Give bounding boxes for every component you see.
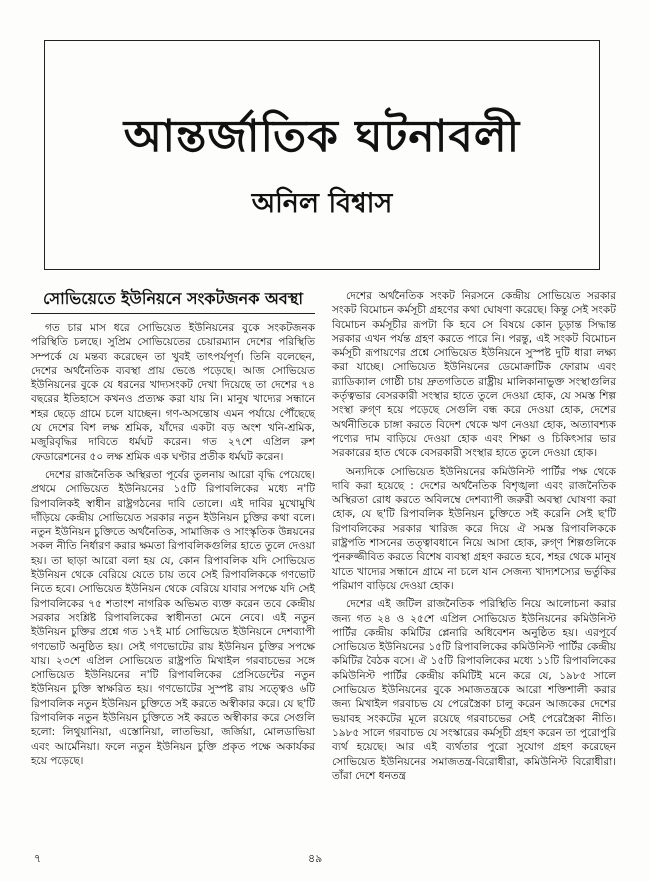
left-column: [31, 289, 315, 772]
paragraph: দেশের এই জটিল রাজনৈতিক পরিস্থিতি নিয়ে আলোচনা করার জন্য গত ২৪ ও ২৫শে এপ্রিল সোভিয়েত ইউনিয়নের কমিউনিস্ট পার্টির কেন্দ্রীয় কমিটির প্লেনারি অধিবেশন অনুষ্ঠিত হয়। এরপূর্বে সোভিয়েত ইউনিয়নের ১৫টি রিপাবলিকের কমিউনিস্ট পার্টির কেন্দ্রীয় কমিটির বৈঠক বসে। ঐ ১৫টি রিপাবলিকের মধ্যে ১১টি রিপাবলিকের কমিউনিস্ট পার্টির কেন্দ্রীয় কমিটিই মনে করে যে, ১৯৮৫ সালে সোভিয়েত ইউনিয়নের বুকে সমাজতন্ত্রকে আরো শক্তিশালী করার জন্য মিখাইল গরবাচভ যে পেরেস্ত্রৈকা চালু করেন আজকের দেশের ভয়াবহ সংকটের মূলে রয়েছে গরবাচভের সেই পেরেস্ত্রৈকা নীতি। ১৯৮৫ সালে গরবাচভ যে সংস্কারের কর্মসূচী গ্রহণ করেন তা পুরোপুরি ব্যর্থ হয়েছে। আর এই ব্যর্থতার পুরো সুযোগ গ্রহণ করেছেন সোভিয়েত ইউনিয়নের সমাজতন্ত্র-বিরোধীরা, কমিউনিস্ট বিরোধীরা। তাঁরা দেশে ধনতন্ত্র: [332, 598, 616, 782]
paragraph: অন্যদিকে সোভিয়েত ইউনিয়নের কমিউনিস্ট পার্টির পক্ষ থেকে দাবি করা হয়েছে : দেশের অর্থনৈতিক বিশৃঙ্খলা এবং রাজনৈতিক অস্থিরতা রোধ করতে অবিলম্বে দেশব্যাপী জরুরী অবস্থা ঘোষণা করা হোক, যে ছ'টি রিপাবলিক ইউনিয়ন চুক্তিতে সই করেনি সেই ছ'টি রিপাবলিকের সরকার খারিজ করে দিয়ে ঐ সমস্ত রিপাবলিককে রাষ্ট্রপতি শাসনের তত্ত্বাবধানে নিয়ে আসা হোক, রুগ্‌ণ শিল্পগুলিকে পুনরুজ্জীবিত করতে বিশেষ ব্যবস্থা গ্রহণ করতে হবে, শহর থেকে মানুষ যাতে খাদ্যের সন্ধানে গ্রামে না চলে যান সেজন্য খাদ্যশস্যের ভর্তুকির পরিমাণ বাড়িয়ে দেওয়া হোক।: [332, 465, 616, 592]
page-number-center: ৪৯: [308, 852, 323, 865]
paragraph: গত চার মাস ধরে সোভিয়েত ইউনিয়নের বুকে সংকটজনক পরিস্থিতি চলছে। সুপ্রিম সোভিয়েতের চেয়ারম্যান দেশের পরিস্থিতি সম্পর্কে যে মন্তব্য করেছেন তা খুবই তাৎপর্যপূর্ণ। তিনি বলেছেন, দেশের অর্থনৈতিক ব্যবস্থা প্রায় ভেঙে পড়েছে। আজ সোভিয়েত ইউনিয়নের বুকে যে ধরনের খাদ্যসংকট দেখা দিয়েছে তা দেশের ৭৪ বছরের ইতিহাসে কখনও প্রত্যক্ষ করা যায় নি। মানুষ খাদ্যের সন্ধানে শহর ছেড়ে গ্রামে চলে যাচ্ছেন। গণ-অসন্তোষ এমন পর্যায়ে পৌঁছেছে যে দেশের বিশ লক্ষ শ্রমিক, যাঁদের একটা বড় অংশ খনি-শ্রমিক, মজুরিবৃদ্ধির দাবিতে ধর্মঘট করেন। গত ২৭শে এপ্রিল রুশ ফেডারেশনের ৫০ লক্ষ শ্রমিক এক ঘণ্টার প্রতীক ধর্মঘট করেন।: [31, 322, 315, 463]
paragraph: দেশের অর্থনৈতিক সংকট নিরসনে কেন্দ্রীয় সোভিয়েত সরকার সংকট বিমোচন কর্মসূচী গ্রহণের কথা ঘোষণা করেছে। কিন্তু সেই সংকট বিমোচন কর্মসূচীর রূপটা কি হবে সে বিষয়ে কোন চূড়ান্ত সিদ্ধান্ত সরকার এখন পর্যন্ত গ্রহণ করতে পারে নি। পরন্তু, এই সংকট বিমোচন কর্মসূচী রূপায়ণের প্রশ্নে সোভিয়েত ইউনিয়নে সুস্পষ্ট দুটি ধারা লক্ষ্য করা যাচ্ছে। সোভিয়েত ইউনিয়নের ডেমোক্রাটিক ফোরাম এবং র‍্যাডিক্যাল গোষ্ঠী চায় দ্রুতগতিতে রাষ্ট্রীয় মালিকানাভুক্ত সংস্থাগুলির কর্তৃত্বভার বেসরকারী সংস্থার হাতে তুলে দেওয়া হোক, যে সমস্ত শিল্প সংস্থা রুগ্‌ণ হয়ে পড়েছে সেগুলি বন্ধ করে দেওয়া হোক, দেশের অর্থনীতিকে চাঙ্গা করতে বিদেশ থেকে ঋণ নেওয়া হোক, অত্যাবশ্যক পণ্যের দাম বাড়িয়ে দেওয়া হোক এবং শিক্ষা ও চিকিৎসার ভার সরকারের হাত থেকে বেসরকারী সংস্থার হাতে তুলে দেওয়া হোক।: [332, 290, 616, 460]
paragraph: দেশের রাজনৈতিক অস্থিরতা পূর্বের তুলনায় আরো বৃদ্ধি পেয়েছে। প্রথমে সোভিয়েত ইউনিয়নের ১৫টি রিপাবলিকের মধ্যে ন'টি রিপাবলিকই স্বাধীন রাষ্ট্রগঠনের দাবি তোলে। এই দাবির মুখোমুখি দাঁড়িয়ে কেন্দ্রীয় সোভিয়েত সরকার নতুন ইউনিয়ন চুক্তির কথা বলে। নতুন ইউনিয়ন চুক্তিতে অর্থনৈতিক, সামাজিক ও সাংস্কৃতিক উন্নয়নের সকল নীতি নির্ধারণ করার ক্ষমতা রিপাবলিকগুলির হাতে তুলে দেওয়া হয়। তা ছাড়া আরো বলা হয় যে, কোন রিপাবলিক যদি সোভিয়েত ইউনিয়ন থেকে বেরিয়ে যেতে চায় তবে সেই রিপাবলিককে গণভোট নিতে হবে। সোভিয়েত ইউনিয়ন থেকে বেরিয়ে যাবার সপক্ষে যদি সেই রিপাবলিকের ৭৫ শতাংশ নাগরিক অভিমত ব্যক্ত করেন তবে কেন্দ্রীয় সরকার সংশ্লিষ্ট রিপাবলিকের স্বাধীনতা মেনে নেবে। এই নতুন ইউনিয়ন চুক্তির প্রশ্নে গত ১৭ই মার্চ সোভিয়েত ইউনিয়নে দেশব্যাপী গণভোট অনুষ্ঠিত হয়। সেই গণভোটের রায় ইউনিয়ন চুক্তির সপক্ষে যায়। ২৩শে এপ্রিল সোভিয়েত রাষ্ট্রপতি মিখাইল গরবাচভের সঙ্গে সোভিয়েত ইউনিয়নের ন'টি রিপাবলিকের প্রেসিডেন্টের নতুন ইউনিয়ন চুক্তি স্বাক্ষরিত হয়। গণভোটের সুস্পষ্ট রায় সত্ত্বেও ৬টি রিপাবলিক নতুন ইউনিয়ন চুক্তিতে সই করতে অস্বীকার করে। যে ছ'টি রিপাবলিক নতুন ইউনিয়ন চুক্তিতে সই করতে অস্বীকার করে সেগুলি হলো: লিথুয়ানিয়া, এস্তোনিয়া, লাতভিয়া, জর্জিয়া, মোলডাভিয়া এবং আর্মেনিয়া। ফলে নতুন ইউনিয়ন চুক্তি প্রকৃত পক্ষে অকার্যকর হয়ে পড়েছে।: [31, 468, 315, 767]
right-column: [332, 289, 616, 787]
section-heading: সোভিয়েতে ইউনিয়নে সংকটজনক অবস্থা: [31, 289, 315, 314]
title-box: [44, 40, 600, 270]
article-title: আন্তর্জাতিক ঘটনাবলী: [123, 111, 521, 162]
article-author: অনিল বিশ্বাস: [251, 188, 393, 219]
page-number-left: ৭: [34, 852, 42, 865]
